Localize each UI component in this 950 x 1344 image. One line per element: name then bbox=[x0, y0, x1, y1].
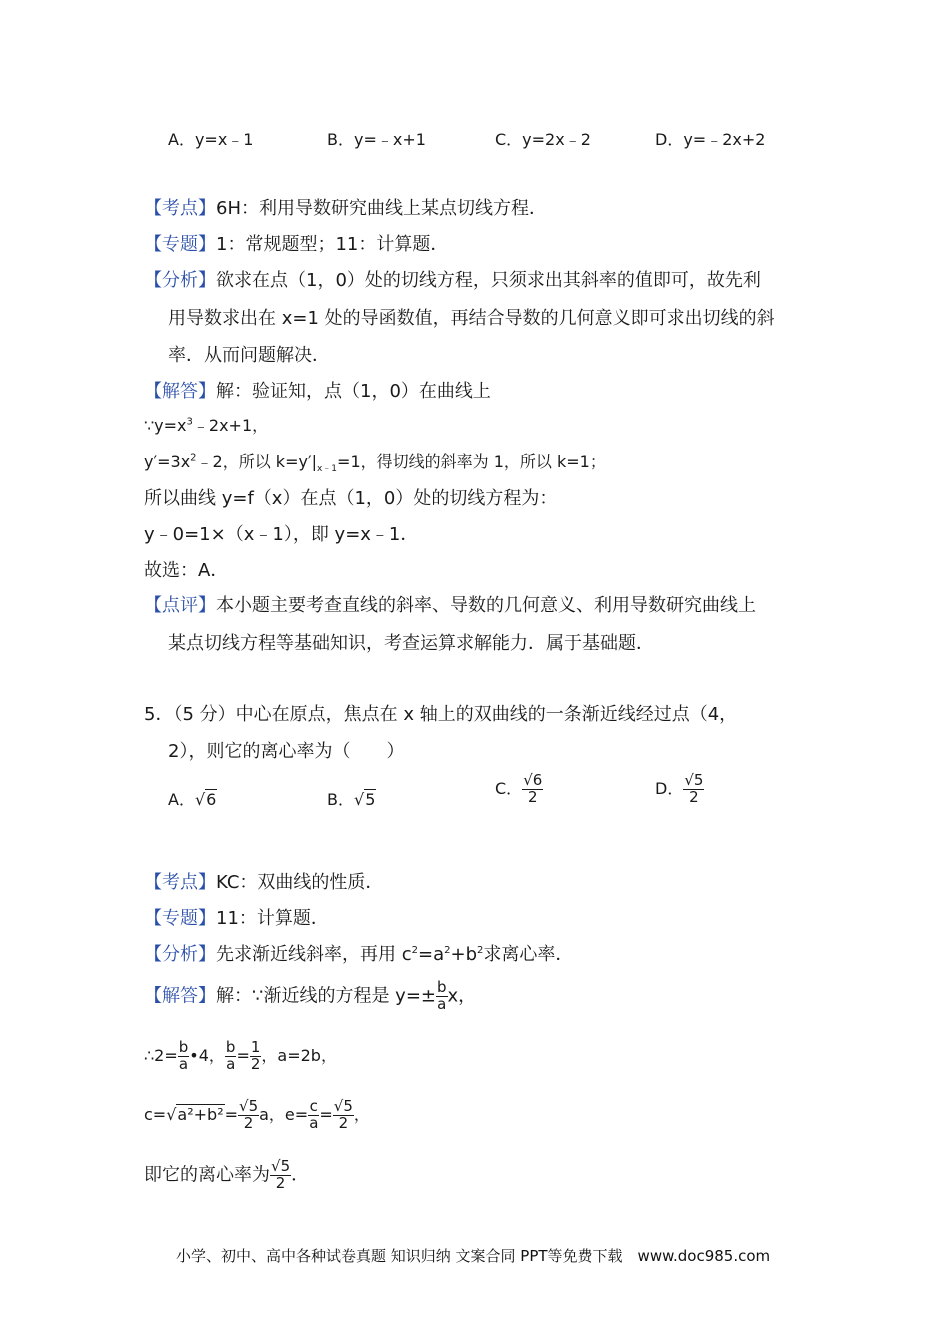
solution-line-5: 故选：A． bbox=[144, 560, 229, 581]
solution-line-2-c: =1，得切线的斜率为 1，所以 k=1； bbox=[337, 452, 606, 471]
fraction-num: √5 bbox=[239, 1097, 259, 1115]
solution-line-1 bbox=[144, 413, 268, 436]
sqrt-icon: √a²+b² bbox=[166, 1104, 224, 1124]
q5-zhuanti-text: 11：计算题． bbox=[216, 908, 329, 929]
q5-option-a bbox=[168, 787, 217, 810]
q5-step-1-a: ∴2= bbox=[144, 1045, 178, 1065]
question-5-stem-1: 5．（5 分）中心在原点，焦点在 x 轴上的双曲线的一条渐近线经过点（4， bbox=[144, 704, 738, 725]
fraction bbox=[238, 1099, 259, 1132]
fenxi-text-1: 欲求在点（1，0）处的切线方程，只须求出其斜率的值即可，故先利 bbox=[216, 270, 761, 291]
q5-step-1 bbox=[144, 1040, 337, 1073]
fenxi-line-2: 用导数求出在 x=1 处的导函数值，再结合导数的几何意义即可求出切线的斜 bbox=[168, 308, 775, 329]
q5-step-2-rad: a²+b² bbox=[177, 1104, 224, 1124]
q5-fenxi-a: 先求渐近线斜率，再用 c bbox=[216, 944, 412, 965]
dianping-line-2: 某点切线方程等基础知识，考查运算求解能力．属于基础题． bbox=[168, 633, 654, 654]
q5-step-2-a: c= bbox=[144, 1104, 167, 1124]
q5-option-c bbox=[495, 773, 543, 806]
q5-option-c-value: 6 bbox=[532, 771, 543, 789]
fraction-den: 2 bbox=[250, 1054, 261, 1073]
dianping-line-1 bbox=[144, 591, 756, 617]
kaodian-tag: 【考点】 bbox=[144, 198, 216, 219]
fraction-den: 2 bbox=[275, 1173, 286, 1192]
fraction-num: √5 bbox=[271, 1157, 291, 1175]
q5-option-b bbox=[327, 787, 376, 810]
fraction-den: a bbox=[309, 1113, 319, 1132]
fraction-num: c bbox=[309, 1097, 318, 1115]
fenxi-line-3: 率．从而问题解决． bbox=[168, 345, 330, 366]
dianping-tag: 【点评】 bbox=[144, 595, 216, 616]
fraction-num: √5 bbox=[333, 1097, 353, 1115]
fraction bbox=[333, 1099, 354, 1132]
fraction bbox=[308, 1099, 319, 1132]
solution-line-3: 所以曲线 y=f（x）在点（1，0）处的切线方程为： bbox=[144, 488, 558, 509]
fraction-num: b bbox=[225, 1038, 236, 1056]
q5-step-3 bbox=[144, 1159, 309, 1192]
fraction-den: 2 bbox=[527, 787, 538, 806]
kaodian-tag: 【考点】 bbox=[144, 872, 216, 893]
fraction-den: a bbox=[226, 1054, 236, 1073]
option-d: D．y=﹣2x+2 bbox=[655, 130, 766, 149]
kaodian-text: 6H：利用导数研究曲线上某点切线方程． bbox=[216, 198, 547, 219]
fraction-num: √6 bbox=[523, 771, 543, 789]
solution-line-2-a: y′=3x bbox=[144, 452, 191, 471]
q5-fenxi-sup3: 2 bbox=[477, 945, 484, 956]
fraction-den: 2 bbox=[689, 787, 699, 806]
q5-jieda-b: x， bbox=[447, 985, 477, 1007]
q5-fenxi-c: +b bbox=[450, 944, 478, 965]
jieda-line bbox=[144, 377, 491, 403]
fraction-den: 2 bbox=[338, 1113, 349, 1132]
fraction-den: a bbox=[178, 1054, 189, 1073]
zhuanti-tag: 【专题】 bbox=[144, 908, 216, 929]
zhuanti-line bbox=[144, 230, 448, 256]
q5-option-d bbox=[655, 773, 704, 806]
q5-option-b-value: 5 bbox=[365, 790, 376, 809]
question-5-stem-2: 2），则它的离心率为（ ） bbox=[168, 741, 405, 762]
solution-line-2-b: ﹣2，所以 k=y′| bbox=[196, 452, 317, 471]
sqrt-icon: √5 bbox=[353, 790, 376, 809]
zhuanti-tag: 【专题】 bbox=[144, 234, 216, 255]
q5-step-2 bbox=[144, 1099, 370, 1132]
q5-step-2-e: ， bbox=[353, 1104, 370, 1124]
solution-line-2-sub: x﹣1 bbox=[316, 464, 338, 475]
jieda-text: 解：验证知，点（1，0）在曲线上 bbox=[216, 381, 491, 402]
fraction bbox=[436, 980, 448, 1013]
fraction-den: 2 bbox=[243, 1113, 254, 1132]
q5-kaodian-text: KC：双曲线的性质． bbox=[216, 872, 384, 893]
solution-line-1-a: ∵y=x bbox=[144, 416, 187, 435]
dianping-text-1: 本小题主要考查直线的斜率、导数的几何意义、利用导数研究曲线上 bbox=[216, 595, 756, 616]
q5-jieda-a: 解：∵渐近线的方程是 y=± bbox=[216, 985, 436, 1007]
jieda-tag: 【解答】 bbox=[144, 985, 216, 1007]
q5-step-1-d: ，a=2b， bbox=[261, 1045, 337, 1065]
q5-step-3-rad: 5 bbox=[280, 1157, 291, 1175]
solution-line-2-sup: 2 bbox=[190, 452, 197, 464]
q5-step-2-rad2: 5 bbox=[248, 1097, 259, 1115]
q5-option-a-value: 6 bbox=[206, 790, 217, 809]
kaodian-line bbox=[144, 194, 547, 220]
q5-fenxi-d: 求离心率． bbox=[483, 944, 574, 965]
solution-line-2 bbox=[144, 449, 606, 474]
option-c: C．y=2x﹣2 bbox=[495, 130, 591, 149]
fraction-num: 1 bbox=[250, 1038, 261, 1056]
fraction-num: b bbox=[178, 1038, 189, 1056]
q5-option-b-label: B． bbox=[327, 790, 354, 809]
q5-step-2-b: = bbox=[224, 1104, 239, 1124]
q5-option-d-value: 5 bbox=[693, 771, 704, 789]
q5-fenxi-b: =a bbox=[418, 944, 445, 965]
fenxi-tag: 【分析】 bbox=[144, 270, 216, 291]
fraction bbox=[178, 1040, 190, 1073]
solution-line-1-b: ﹣2x+1， bbox=[192, 416, 269, 435]
q5-option-c-label: C． bbox=[495, 778, 523, 798]
fraction-num: √5 bbox=[684, 771, 704, 789]
q5-step-3-b: ． bbox=[291, 1164, 310, 1186]
option-b: B．y=﹣x+1 bbox=[327, 130, 426, 149]
fraction bbox=[225, 1040, 237, 1073]
fenxi-line-1 bbox=[144, 266, 761, 292]
q5-fenxi-line bbox=[144, 940, 573, 966]
fraction-num: b bbox=[437, 978, 447, 996]
q5-step-2-rad4: 5 bbox=[343, 1097, 353, 1115]
q5-option-a-label: A． bbox=[168, 790, 195, 809]
fenxi-tag: 【分析】 bbox=[144, 944, 216, 965]
q5-step-1-c: = bbox=[236, 1045, 250, 1065]
zhuanti-text: 1：常规题型；11：计算题． bbox=[216, 234, 449, 255]
fraction bbox=[270, 1159, 291, 1192]
q5-kaodian-line bbox=[144, 868, 383, 894]
q5-zhuanti-line bbox=[144, 904, 329, 930]
q5-option-d-label: D． bbox=[655, 778, 684, 798]
option-a: A．y=x﹣1 bbox=[168, 130, 254, 149]
q5-fenxi-sup1: 2 bbox=[411, 945, 418, 956]
q5-step-2-d: = bbox=[319, 1104, 333, 1124]
sqrt-icon: √6 bbox=[194, 790, 217, 809]
fraction bbox=[522, 773, 543, 806]
jieda-tag: 【解答】 bbox=[144, 381, 216, 402]
q5-step-1-b: •4， bbox=[189, 1045, 225, 1065]
q5-jieda-line bbox=[144, 980, 476, 1013]
fraction bbox=[250, 1040, 262, 1073]
solution-line-1-sup: 3 bbox=[186, 416, 193, 428]
q5-fenxi-sup2: 2 bbox=[444, 945, 451, 956]
solution-line-4: y﹣0=1×（x﹣1），即 y=x﹣1． bbox=[144, 524, 419, 545]
page-footer: 小学、初中、高中各种试卷真题 知识归纳 文案合同 PPT等免费下载 www.doc985.com bbox=[176, 1247, 771, 1265]
q5-step-2-c: a，e= bbox=[259, 1104, 309, 1124]
fraction bbox=[683, 773, 704, 806]
fraction-den: a bbox=[437, 994, 447, 1013]
q5-step-3-a: 即它的离心率为 bbox=[144, 1164, 270, 1186]
